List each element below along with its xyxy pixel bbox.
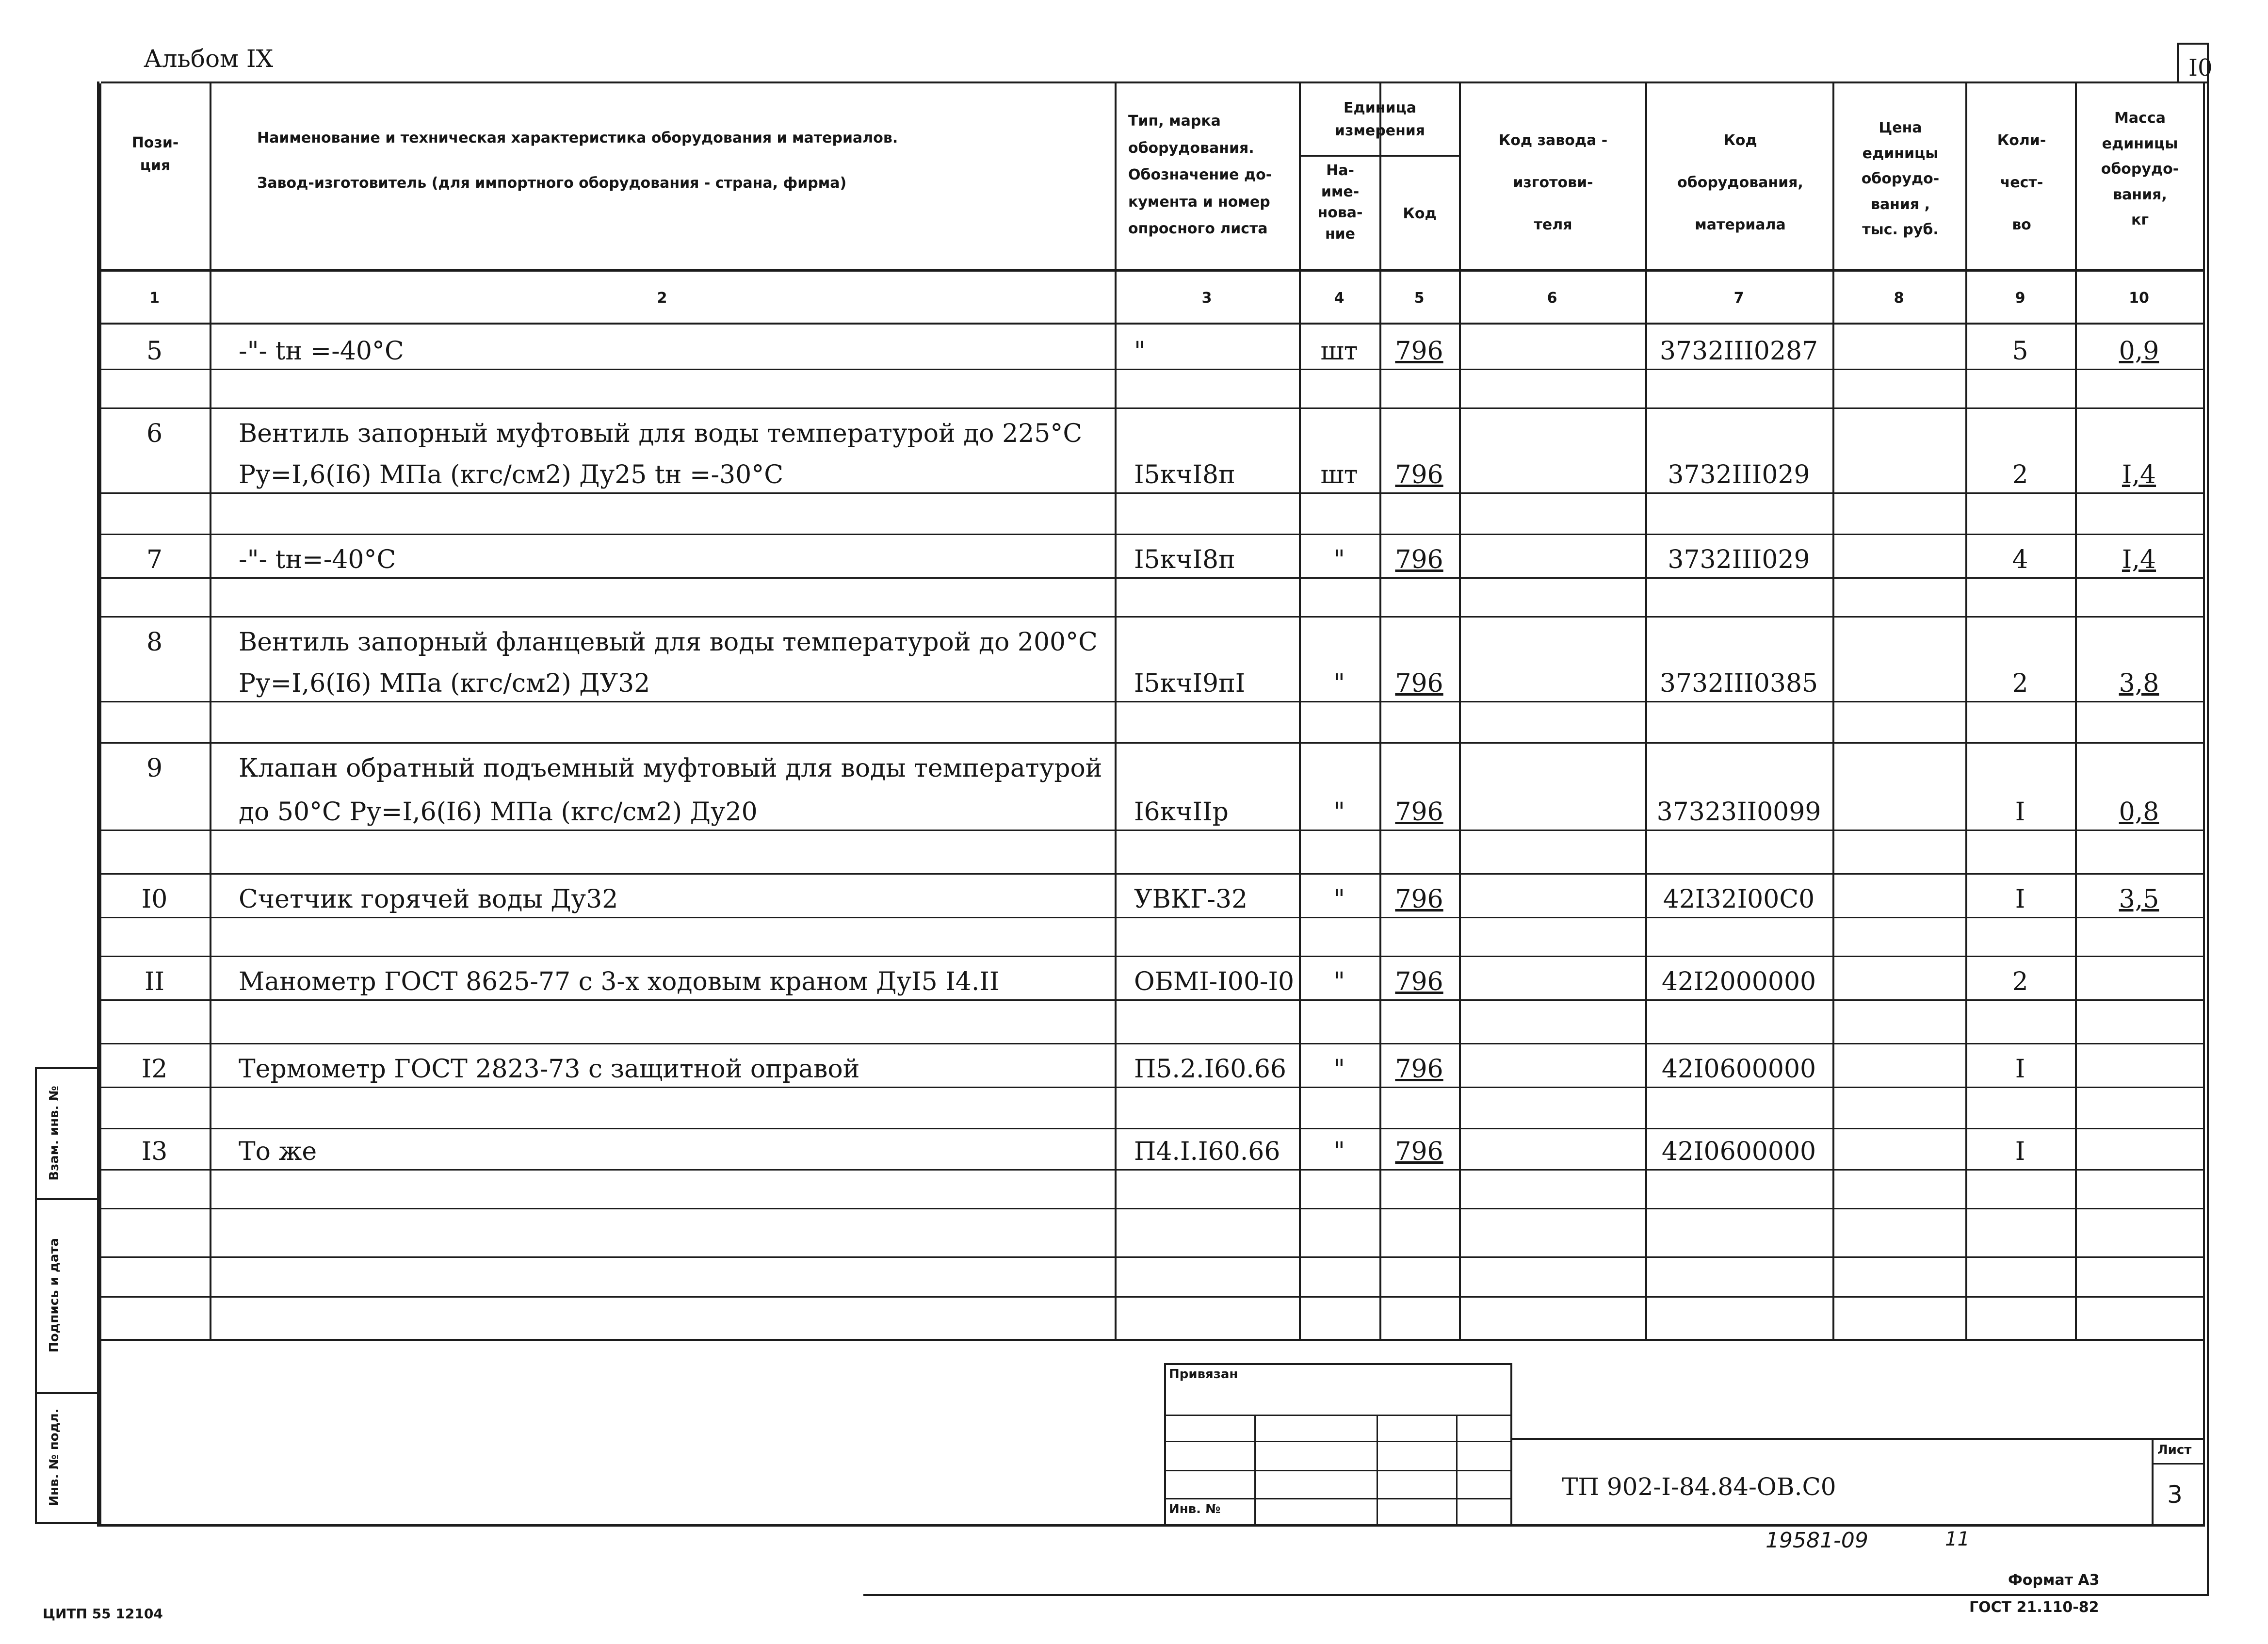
frame-right (2207, 43, 2209, 1595)
column-divider (210, 83, 211, 1339)
row-separator (99, 492, 2203, 494)
row-name: Манометр ГОСТ 8625-77 с 3-х ходовым краном ДуI5 I4.II (239, 967, 1000, 996)
row-equipment-code: 37323II0099 (1656, 798, 1821, 827)
table-area-bottom (97, 1524, 2205, 1527)
row-quantity: I (2015, 1055, 2025, 1084)
row-unit: шт (1320, 460, 1358, 489)
header-bottom-line (99, 269, 2203, 272)
row-mass: I,4 (2122, 460, 2156, 489)
stamp-title-top (1510, 1438, 2205, 1440)
row-type: I6кчIIр (1134, 798, 1229, 827)
header-unit-code: Код (1403, 205, 1437, 222)
column-divider (1115, 83, 1117, 1339)
gost-label: ГОСТ 21.110-82 (1969, 1599, 2099, 1616)
column-number: 4 (1334, 290, 1345, 307)
row-quantity: I (2015, 885, 2025, 914)
row-equipment-code: 3732III029 (1668, 460, 1810, 489)
row-unit: " (1333, 669, 1345, 698)
side-stamp-left (35, 1067, 37, 1523)
row-quantity: I (2015, 1137, 2025, 1166)
column-number: 9 (2015, 290, 2025, 307)
row-position: 7 (146, 545, 163, 574)
row-mass: 3,8 (2119, 669, 2159, 698)
side-stamp-div1 (35, 1198, 98, 1200)
frame-top (101, 81, 2209, 83)
frame-bottom (863, 1594, 2209, 1596)
row-equipment-code: 42I2000000 (1661, 967, 1816, 996)
row-type: I5кчI8п (1134, 545, 1235, 574)
header-type: Тип, марка оборудования. Обозначение до- кумента и номер опросного листа (1128, 113, 1272, 237)
stamp-vline1 (1254, 1415, 1256, 1524)
stamp-vline2 (1377, 1415, 1378, 1524)
unit-subheader-line (1299, 155, 1459, 157)
row-unit: " (1333, 798, 1345, 827)
row-unit: " (1333, 545, 1345, 574)
row-quantity: I (2015, 798, 2025, 827)
row-equipment-code: 3732III029 (1668, 545, 1810, 574)
header-position: Пози- ция (131, 134, 179, 174)
row-quantity: 4 (2012, 545, 2028, 574)
row-position: II (144, 967, 165, 996)
header-unit: Единица измерения (1334, 99, 1426, 139)
row-type: I5кчI8п (1134, 460, 1235, 489)
row-separator (99, 999, 2203, 1001)
row-unit-code: 796 (1395, 1137, 1443, 1166)
row-separator (99, 956, 2203, 957)
column-number: 5 (1414, 290, 1425, 307)
column-number: 1 (149, 290, 160, 307)
header-unit-name: На- име- нова- ние (1317, 162, 1363, 243)
row-equipment-code: 3732III0287 (1659, 337, 1818, 366)
column-number: 2 (657, 290, 667, 307)
row-name: Вентиль запорный фланцевый для воды температурой до 200°C (239, 628, 1098, 657)
column-number: 8 (1894, 290, 1904, 307)
row-separator (99, 1128, 2203, 1129)
row-separator (99, 616, 2203, 618)
row-quantity: 2 (2012, 460, 2028, 489)
row-position: 5 (146, 337, 163, 366)
stamp-left (1164, 1363, 1166, 1524)
row-name: Счетчик горячей воды Ду32 (239, 885, 618, 914)
row-separator (99, 742, 2203, 744)
stamp-line1 (1164, 1415, 1512, 1416)
row-mass: I,4 (2122, 545, 2156, 574)
row-type: УВКГ-32 (1134, 885, 1248, 914)
row-type: ОБМI-I00-I0 (1134, 967, 1295, 996)
row-separator (99, 369, 2203, 370)
row-separator (99, 407, 2203, 409)
row-position: I2 (141, 1055, 168, 1084)
row-name: Ру=I,6(I6) МПа (кгс/см2) ДУ32 (239, 669, 650, 698)
side-stamp-bottom (35, 1522, 98, 1524)
column-number: 3 (1201, 290, 1212, 307)
side-stamp-top (35, 1067, 98, 1069)
side-stamp-div2 (35, 1392, 98, 1394)
row-separator (99, 1043, 2203, 1044)
stamp-vline3 (1456, 1415, 1458, 1524)
row-separator (99, 577, 2203, 579)
left-footer-code: ЦИТП 55 12104 (43, 1606, 163, 1622)
row-unit-code: 796 (1395, 798, 1443, 827)
header-equipment-code: Код оборудования, материала (1677, 132, 1803, 233)
row-separator (99, 1169, 2203, 1171)
side-stamp-replaced: Взам. инв. № (47, 1086, 62, 1181)
row-separator (99, 701, 2203, 702)
corner-box-left (2177, 43, 2179, 83)
sheet-number: 3 (2167, 1481, 2183, 1509)
stamp-line3 (1164, 1470, 1512, 1471)
row-position: I3 (141, 1137, 168, 1166)
sheet-label: Лист (2157, 1443, 2192, 1457)
row-unit: " (1333, 1055, 1345, 1084)
row-separator (99, 1087, 2203, 1088)
row-equipment-code: 42I32I00C0 (1663, 885, 1815, 914)
header-name: Наименование и техническая характеристика оборудования и материалов. Завод-изготовитель (для импортного оборудования - страна, фирма) (257, 130, 898, 192)
row-mass: 0,8 (2119, 798, 2159, 827)
row-name: -"- tн =-40°C (239, 337, 404, 366)
row-type: " (1134, 337, 1146, 366)
row-unit-code: 796 (1395, 1055, 1443, 1084)
stamp-inv-no: Инв. № (1169, 1502, 1221, 1516)
row-unit-code: 796 (1395, 885, 1443, 914)
row-unit-code: 796 (1395, 460, 1443, 489)
document-code: ТП 902-I-84.84-ОВ.С0 (1562, 1473, 1836, 1501)
row-separator (99, 1256, 2203, 1258)
row-quantity: 5 (2012, 337, 2028, 366)
handwritten-number: 19581-09 (1766, 1528, 1868, 1553)
format-label: Формат А3 (2008, 1572, 2100, 1589)
row-unit: " (1333, 967, 1345, 996)
album-title: Альбом IX (144, 45, 274, 73)
row-unit: " (1333, 1137, 1345, 1166)
numbers-bottom-line (99, 323, 2203, 325)
side-stamp-inv: Инв. № подл. (47, 1408, 62, 1506)
row-unit: шт (1320, 337, 1358, 366)
column-divider (2075, 83, 2077, 1339)
row-separator (99, 830, 2203, 831)
header-factory-code: Код завода - изготови- теля (1498, 132, 1608, 233)
row-mass: 0,9 (2119, 337, 2159, 366)
row-position: I0 (141, 885, 168, 914)
row-name: -"- tн=-40°C (239, 545, 396, 574)
row-separator (99, 1296, 2203, 1298)
stamp-sheet-left (2152, 1438, 2154, 1524)
row-type: П5.2.I60.66 (1134, 1055, 1286, 1084)
column-number: 6 (1547, 290, 1557, 307)
row-name: до 50°C Ру=I,6(I6) МПа (кгс/см2) Ду20 (239, 798, 758, 827)
handwritten-number-2: 11 (1945, 1528, 1970, 1550)
row-separator (99, 873, 2203, 875)
row-unit-code: 796 (1395, 967, 1443, 996)
stamp-line2 (1164, 1441, 1512, 1442)
table-area-right (2203, 81, 2205, 1526)
header-mass: Масса единицы оборудо- вания, кг (2101, 110, 2179, 228)
row-unit-code: 796 (1395, 545, 1443, 574)
row-name: Термометр ГОСТ 2823-73 с защитной оправой (239, 1055, 860, 1084)
row-equipment-code: 3732III0385 (1659, 669, 1818, 698)
row-separator (99, 917, 2203, 918)
row-equipment-code: 42I0600000 (1661, 1137, 1816, 1166)
row-position: 8 (146, 628, 163, 657)
row-type: П4.I.I60.66 (1134, 1137, 1280, 1166)
column-number: 7 (1733, 290, 1744, 307)
stamp-sheet-line (2152, 1463, 2205, 1465)
corner-box-top (2177, 43, 2209, 45)
stamp-privyazan: Привязан (1169, 1367, 1238, 1382)
corner-page-number: I0 (2188, 54, 2213, 81)
row-position: 9 (146, 754, 163, 783)
row-unit-code: 796 (1395, 669, 1443, 698)
stamp-line4 (1164, 1498, 1512, 1499)
row-equipment-code: 42I0600000 (1661, 1055, 1816, 1084)
row-name: Клапан обратный подъемный муфтовый для воды температурой (239, 754, 1102, 783)
row-type: I5кчI9пI (1134, 669, 1246, 698)
row-name: Вентиль запорный муфтовый для воды температурой до 225°C (239, 419, 1083, 448)
row-quantity: 2 (2012, 669, 2028, 698)
column-divider (1459, 83, 1461, 1339)
row-name: Ру=I,6(I6) МПа (кгс/см2) Ду25 tн =-30°C (239, 460, 784, 489)
header-price: Цена единицы оборудо- вания , тыс. руб. (1861, 119, 1940, 238)
row-unit-code: 796 (1395, 337, 1443, 366)
table-bottom-line (99, 1339, 2203, 1341)
row-separator (99, 534, 2203, 535)
row-mass: 3,5 (2119, 885, 2159, 914)
row-separator (99, 1208, 2203, 1209)
row-unit: " (1333, 885, 1345, 914)
column-divider (1832, 83, 1834, 1339)
header-quantity: Коли- чест- во (1997, 132, 2046, 233)
column-number: 10 (2129, 290, 2149, 307)
row-position: 6 (146, 419, 163, 448)
side-stamp-signature: Подпись и дата (47, 1237, 62, 1353)
row-quantity: 2 (2012, 967, 2028, 996)
stamp-top (1164, 1363, 1512, 1365)
stamp-divider (1510, 1363, 1512, 1524)
row-name: То же (239, 1137, 317, 1166)
